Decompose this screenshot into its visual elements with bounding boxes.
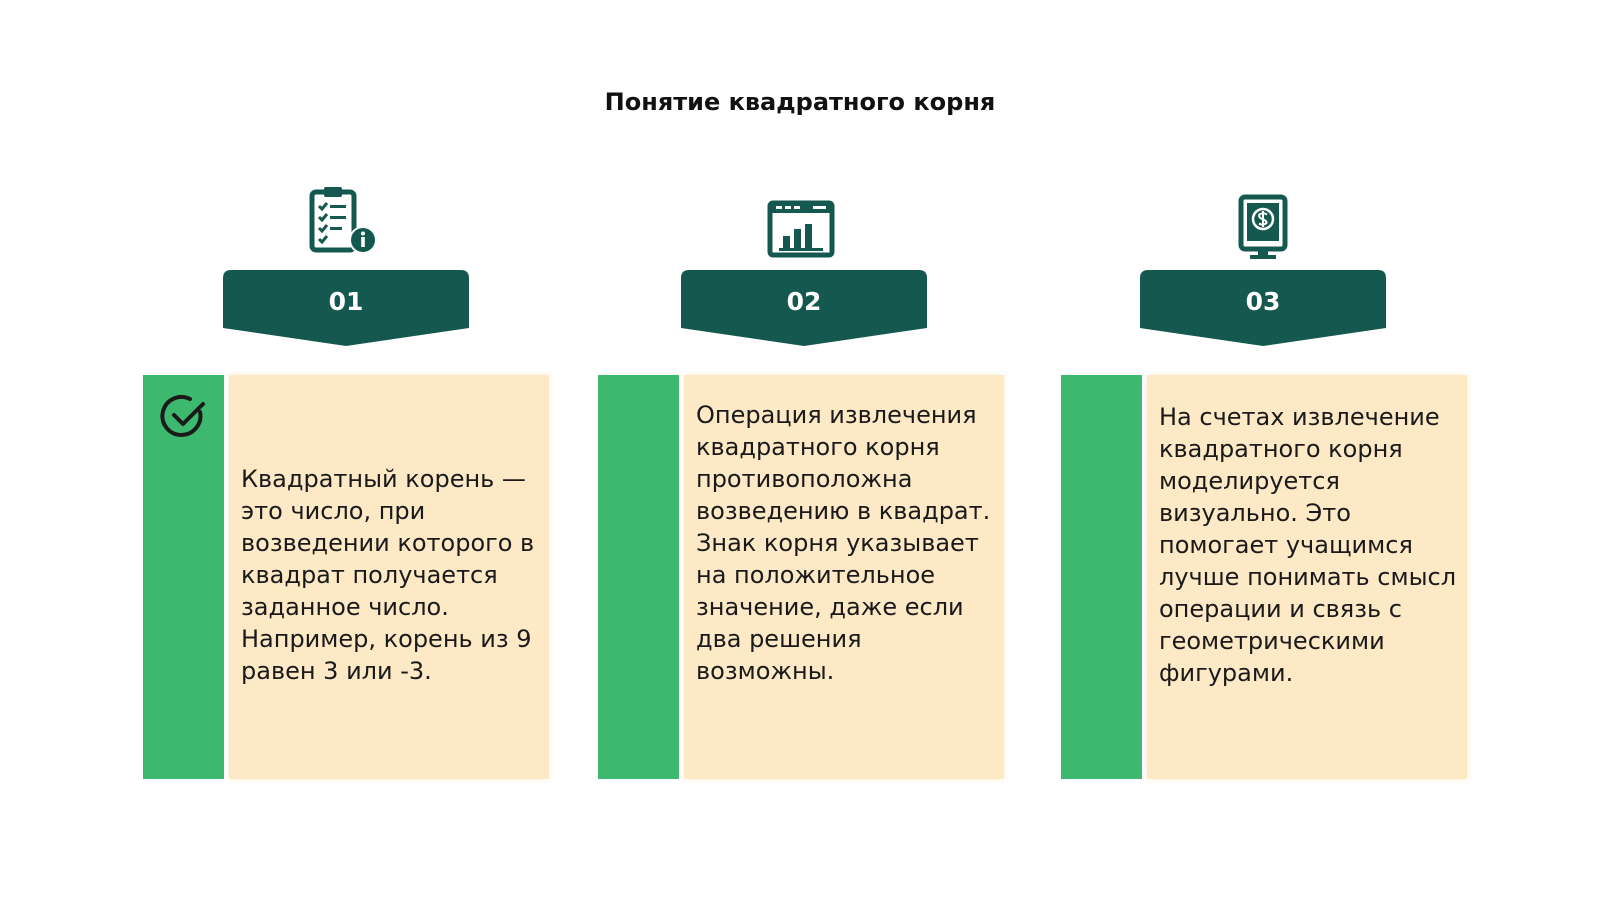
card-body	[684, 375, 1004, 779]
step-number-2: 02	[786, 287, 822, 316]
check-circle-icon	[159, 391, 209, 441]
dollar-monitor-icon	[1227, 192, 1299, 264]
card-accent-bar	[143, 375, 224, 779]
step-number-1: 01	[328, 287, 364, 316]
card-text: На счетах извлечение квадратного корня моделируется визуально. Это помогает учащимся лучше понимать смысл операции и связь с геометрическими фигурами.	[1159, 403, 1457, 687]
step-badge-1	[223, 270, 469, 350]
step-badge-3	[1140, 270, 1386, 350]
page-title: Понятие квадратного корня	[604, 88, 996, 116]
card-accent-bar	[598, 375, 679, 779]
card-body	[229, 375, 549, 779]
clipboard-info-icon	[308, 186, 380, 258]
card-text: Операция извлечения квадратного корня противоположна возведению в квадрат. Знак корня указывает на положительное значение, даже если два решения возможны.	[696, 401, 991, 685]
bar-chart-window-icon	[765, 196, 837, 268]
step-badge-2	[681, 270, 927, 350]
card-text: Квадратный корень — это число, при возведении которого в квадрат получается заданное число. Например, корень из 9 равен 3 или -3.	[241, 465, 535, 685]
card-body	[1147, 375, 1467, 779]
card-accent-bar	[1061, 375, 1142, 779]
step-number-3: 03	[1245, 287, 1281, 316]
